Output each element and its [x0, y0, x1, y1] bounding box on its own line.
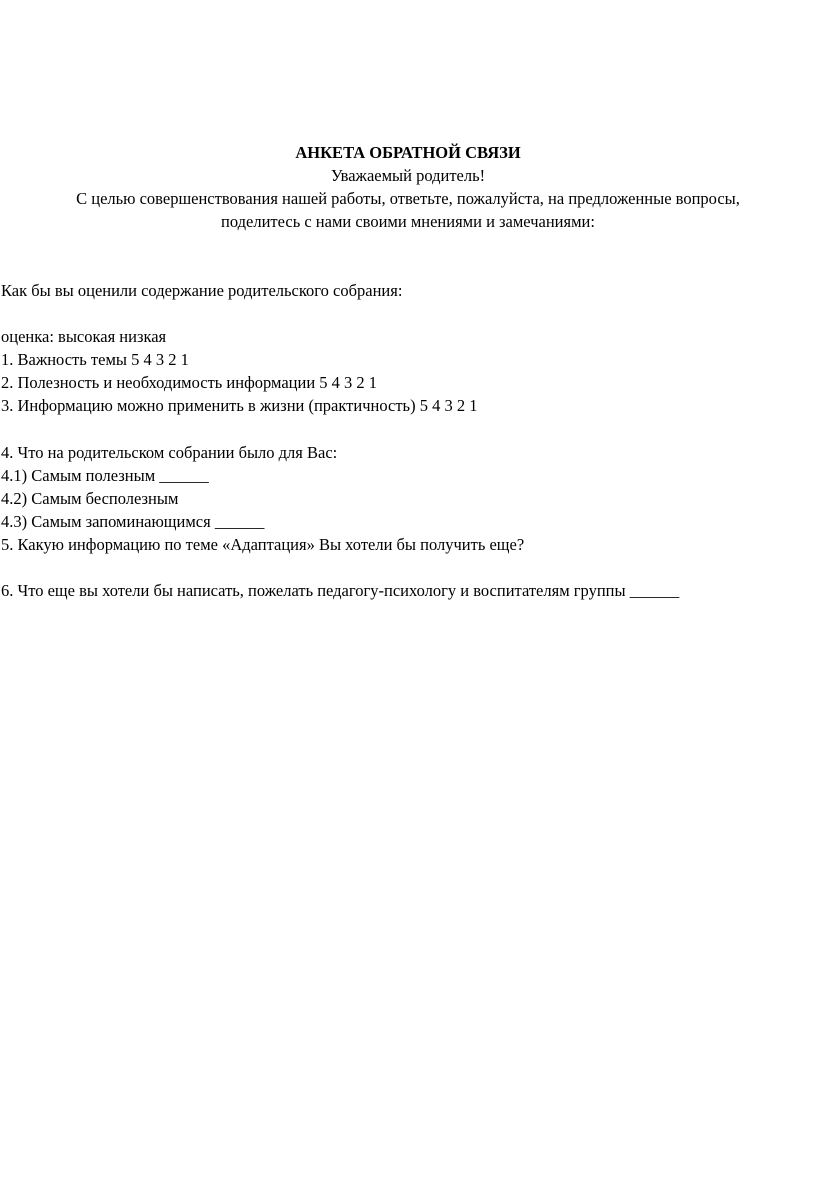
rating-scale-label: оценка: высокая низкая	[1, 327, 167, 346]
question-4-2: 4.2) Самым бесполезным	[1, 489, 179, 508]
rating-item-3: 3. Информацию можно применить в жизни (практичность) 5 4 3 2 1	[1, 396, 478, 415]
document-header	[0, 141, 816, 233]
intro-line-1: С целью совершенствования нашей работы, ответьте, пожалуйста, на предложенные вопросы,	[76, 189, 740, 208]
question-4: 4. Что на родительском собрании было для Вас:	[1, 443, 338, 462]
question-6: 6. Что еще вы хотели бы написать, пожелать педагогу-психологу и воспитателям группы ______	[1, 581, 680, 600]
section-question: Как бы вы оценили содержание родительского собрания:	[1, 281, 403, 300]
intro-line-2: поделитесь с нами своими мнениями и замечаниями:	[221, 212, 595, 231]
document-title: АНКЕТА ОБРАТНОЙ СВЯЗИ	[295, 143, 521, 162]
rating-item-2: 2. Полезность и необходимость информации 5 4 3 2 1	[1, 373, 378, 392]
question-5: 5. Какую информацию по теме «Адаптация» Вы хотели бы получить еще?	[1, 535, 525, 554]
rating-item-1: 1. Важность темы 5 4 3 2 1	[1, 350, 189, 369]
question-4-1: 4.1) Самым полезным ______	[1, 466, 209, 485]
greeting: Уважаемый родитель!	[330, 166, 486, 185]
question-4-3: 4.3) Самым запоминающимся ______	[1, 512, 265, 531]
